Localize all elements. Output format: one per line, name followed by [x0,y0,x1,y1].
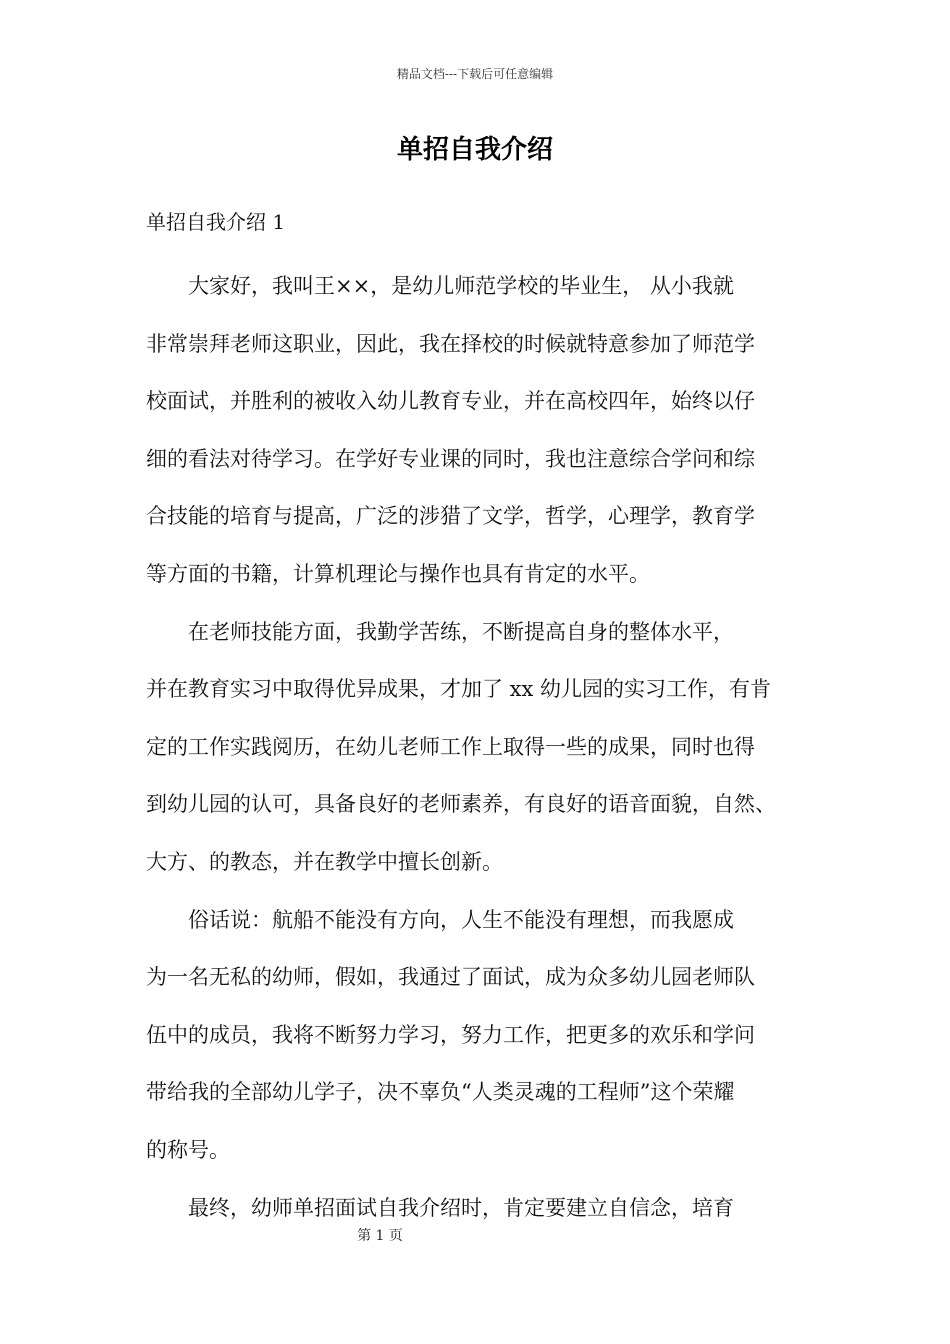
section-subtitle: 单招自我介绍 1 [146,210,286,234]
paragraph-line: 最终，幼师单招面试自我介绍时，肯定要建立自信念，培育 [188,1195,734,1220]
paragraph-line: 合技能的培育与提高，广泛的涉猎了文学，哲学，心理学，教育学 [146,504,755,529]
paragraph-1 [146,258,806,604]
paragraph-line: 细的看法对待学习。在学好专业课的同时，我也注意综合学问和综 [146,446,755,471]
document-body [146,258,806,1237]
paragraph-2 [146,604,806,892]
paragraph-3 [146,892,806,1180]
paragraph-line: 校面试，并胜利的被收入幼儿教育专业，并在高校四年，始终以仔 [146,389,755,414]
paragraph-line: 到幼儿园的认可，具备良好的老师素养，有良好的语音面貌，自然、 [146,792,776,817]
paragraph-line: 俗话说：航船不能没有方向，人生不能没有理想，而我愿成 [188,907,734,932]
paragraph-line: 伍中的成员，我将不断努力学习，努力工作，把更多的欢乐和学问 [146,1022,755,1047]
paragraph-line: 的称号。 [146,1137,230,1162]
paragraph-line: 大方、的教态，并在教学中擅长创新。 [146,849,503,874]
paragraph-line: 在老师技能方面，我勤学苦练，不断提高自身的整体水平， [188,619,734,644]
page-header: 精品文档---下载后可任意编辑 [396,67,554,81]
paragraph-line: 非常崇拜老师这职业，因此，我在择校的时候就特意参加了师范学 [146,331,755,356]
paragraph-line: 大家好，我叫王××，是幼儿师范学校的毕业生， 从小我就 [188,274,734,298]
document-title: 单招自我介绍 [396,135,553,165]
paragraph-line: 带给我的全部幼儿学子，决不辜负“人类灵魂的工程师”这个荣耀 [146,1080,735,1105]
page-number: 第 1 页 [357,1228,403,1244]
paragraph-line: 定的工作实践阅历，在幼儿老师工作上取得一些的成果，同时也得 [146,734,755,759]
paragraph-line: 为一名无私的幼师，假如，我通过了面试，成为众多幼儿园老师队 [146,965,755,990]
paragraph-line: 等方面的书籍，计算机理论与操作也具有肯定的水平。 [146,561,650,586]
paragraph-line: 并在教育实习中取得优异成果，才加了 xx 幼儿园的实习工作，有肯 [146,677,772,702]
